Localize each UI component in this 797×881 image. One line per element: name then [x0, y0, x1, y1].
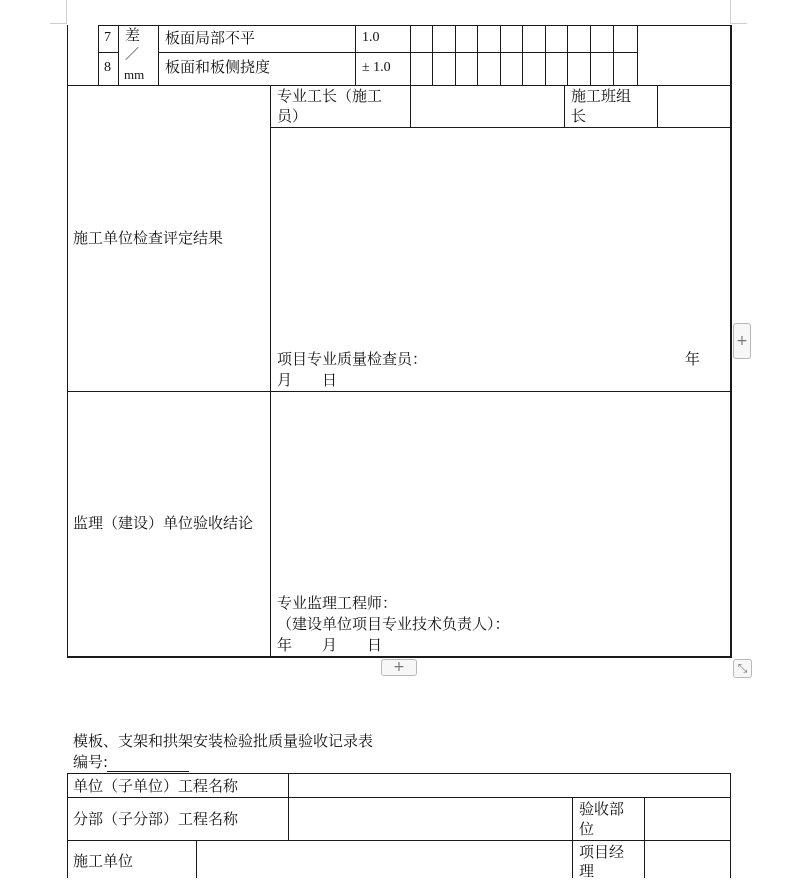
table-right-border — [730, 25, 732, 657]
row-index: 7 — [104, 30, 111, 45]
col-line — [355, 25, 356, 85]
row-index: 8 — [104, 60, 111, 75]
project-manager-label-line2: 理 — [579, 862, 595, 880]
acceptance-part-label-line1: 验收部 — [579, 800, 625, 818]
form-title: 模板、支架和拱架安装检验批质量验收记录表 — [73, 732, 374, 750]
foreman-label-line1: 专业工长（施工 — [277, 87, 383, 105]
row-line — [67, 391, 731, 392]
group-label-line1: 差 — [125, 26, 141, 44]
col-line — [158, 25, 159, 85]
col-line — [118, 25, 119, 85]
col-line — [545, 25, 546, 85]
col-line — [572, 797, 573, 878]
tolerance-value: 1.0 — [362, 30, 380, 45]
table-left-border — [67, 25, 68, 657]
margin-guide-top-right — [731, 23, 747, 24]
date-month-day: 月 日 — [277, 371, 338, 389]
team-leader-label-line2: 长 — [571, 107, 587, 125]
col-line — [432, 25, 433, 85]
row-line — [67, 797, 731, 798]
add-row-button[interactable]: + — [381, 659, 417, 676]
col-line — [500, 25, 501, 85]
margin-guide-left — [66, 0, 67, 24]
table-right-border — [730, 773, 731, 878]
row-line — [158, 52, 638, 53]
acceptance-part-label-line2: 位 — [579, 820, 595, 838]
owner-tech-label: （建设单位项目专业技术负责人）： — [277, 615, 510, 633]
col-line — [590, 25, 591, 85]
col-line — [637, 25, 638, 85]
quality-inspector-label: 项目专业质量检查员： — [277, 350, 428, 368]
table-left-border — [67, 773, 68, 878]
col-line — [477, 25, 478, 85]
sub-project-label: 分部（子分部）工程名称 — [73, 810, 239, 828]
row-line — [98, 52, 118, 53]
team-leader-label-line1: 施工班组 — [571, 87, 632, 105]
unit-project-label: 单位（子单位）工程名称 — [73, 777, 239, 795]
item-name: 板面和板侧挠度 — [165, 58, 271, 76]
contractor-result-label: 施工单位检查评定结果 — [73, 229, 224, 247]
number-label: 编号: — [73, 753, 109, 771]
contractor-label: 施工单位 — [73, 852, 134, 870]
group-label-line2: ／ — [125, 47, 139, 63]
item-name: 板面局部不平 — [165, 29, 256, 47]
col-line — [410, 25, 411, 85]
row-line — [67, 85, 731, 86]
resize-table-icon[interactable]: ⤡ — [733, 659, 752, 678]
foreman-label-line2: 员） — [277, 107, 308, 125]
col-line — [522, 25, 523, 85]
margin-guide-right — [730, 0, 731, 24]
col-line — [410, 85, 411, 127]
col-line — [270, 85, 271, 657]
row-line — [67, 773, 731, 774]
margin-guide-top-left — [50, 23, 66, 24]
date-year: 年 — [685, 350, 701, 368]
col-line — [288, 773, 289, 840]
col-line — [196, 840, 197, 878]
project-manager-label-line1: 项目经 — [579, 843, 625, 861]
col-line — [644, 797, 645, 878]
add-column-button[interactable]: + — [733, 323, 751, 359]
supervisor-engineer-label: 专业监理工程师： — [277, 594, 398, 612]
table-bottom-border — [67, 656, 732, 658]
col-line — [613, 25, 614, 85]
col-line — [567, 25, 568, 85]
group-label-line3: mm — [124, 67, 145, 82]
date-line: 年 月 日 — [277, 636, 383, 654]
row-line — [270, 127, 731, 128]
col-line — [657, 85, 658, 127]
col-line — [98, 25, 99, 85]
row-line — [67, 840, 731, 841]
supervisor-result-label: 监理（建设）单位验收结论 — [73, 514, 254, 532]
number-underline — [107, 771, 189, 772]
tolerance-value: ± 1.0 — [362, 60, 391, 75]
col-line — [564, 85, 565, 127]
col-line — [455, 25, 456, 85]
